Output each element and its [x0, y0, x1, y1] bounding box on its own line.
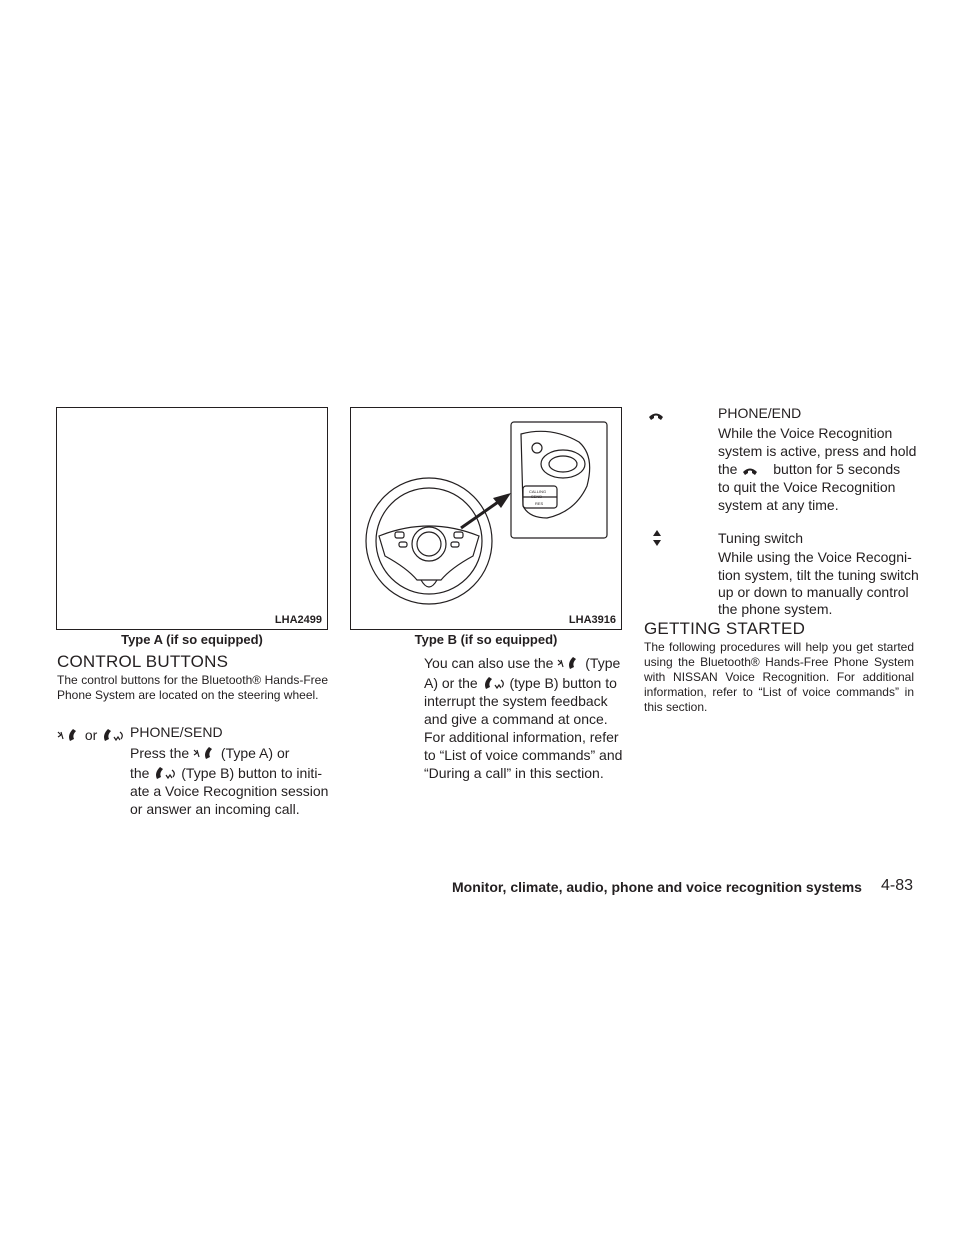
phone-talk-icon: [57, 728, 81, 747]
figure-code: LHA3916: [568, 614, 616, 626]
phone-hangup-icon: [648, 408, 664, 426]
phone-hangup-icon: [741, 463, 759, 481]
tuning-title: Tuning switch: [718, 530, 804, 546]
phone-send-line: [130, 745, 289, 765]
phone-send-line: or answer an incoming call.: [130, 801, 300, 817]
also-line: to “List of voice commands” and: [424, 747, 623, 763]
up-down-arrows-icon: [652, 530, 662, 551]
tuning-line: the phone system.: [718, 601, 833, 617]
phone-talk-b-icon: [482, 676, 506, 695]
figure-code: LHA2499: [274, 614, 322, 626]
also-line: “During a call” in this section.: [424, 765, 604, 781]
text-span: the: [718, 461, 738, 477]
phone-send-line: ate a Voice Recognition session: [130, 783, 329, 799]
figure-type-a: [56, 407, 328, 630]
text-span: (Type B) button to initi-: [181, 765, 323, 781]
phone-end-title: PHONE/END: [718, 405, 802, 421]
text-span: (Type A) or: [220, 745, 290, 761]
figure-caption: Type A (if so equipped): [121, 632, 263, 647]
tuning-line: While using the Voice Recogni-: [718, 549, 912, 565]
phone-end-line: While the Voice Recognition: [718, 425, 893, 441]
section-heading: CONTROL BUTTONS: [57, 652, 229, 671]
text-span: A) or the: [424, 675, 478, 691]
phone-talk-b-icon: [101, 728, 125, 747]
tuning-line: up or down to manually control: [718, 584, 909, 600]
also-line: For additional information, refer: [424, 729, 619, 745]
text-span: (type B) button to: [509, 675, 617, 691]
also-line: [424, 675, 617, 695]
page-number: 4-83: [881, 877, 914, 894]
phone-send-line: [130, 765, 322, 785]
figure-type-b: [350, 407, 622, 630]
phone-talk-icon: [193, 746, 217, 765]
or-label: or: [84, 727, 98, 743]
tuning-line: tion system, tilt the tuning switch: [718, 567, 919, 583]
text-span: You can also use the: [424, 655, 554, 671]
phone-end-line: system is active, press and hold: [718, 443, 917, 459]
section-heading: GETTING STARTED: [644, 619, 806, 638]
text-span: Press the: [130, 745, 190, 761]
panel-label-calling: CALLING: [529, 489, 547, 494]
phone-send-title: PHONE/SEND: [130, 724, 223, 740]
text-span: (Type: [585, 655, 621, 671]
phone-end-line: system at any time.: [718, 497, 839, 513]
phone-talk-icon: [557, 656, 581, 675]
phone-end-line: [718, 461, 900, 481]
panel-label-res: RES: [535, 501, 544, 506]
panel-label-send: SEND: [531, 494, 543, 499]
getting-started-paragraph: The following procedures will help you get started using the Bluetooth® Hands-Free Phone System with NISSAN Voice Recognition. For additional information, refer to “List of voice commands” in this section.: [644, 640, 914, 714]
phone-end-line: to quit the Voice Recognition: [718, 479, 896, 495]
text-span: button for 5 seconds: [773, 461, 901, 477]
also-line: interrupt the system feedback: [424, 693, 608, 709]
intro-paragraph: The control buttons for the Bluetooth® Hands-Free Phone System are located on the steering wheel.: [57, 673, 328, 702]
phone-talk-b-icon: [153, 766, 177, 785]
also-line: [424, 655, 620, 675]
figure-caption: Type B (if so equipped): [414, 632, 558, 647]
phone-send-icons: [57, 727, 125, 747]
steering-wheel-illustration: [351, 408, 621, 629]
also-line: and give a command at once.: [424, 711, 608, 727]
footer-section-title: Monitor, climate, audio, phone and voice recognition systems: [452, 879, 862, 895]
text-span: the: [130, 765, 150, 781]
